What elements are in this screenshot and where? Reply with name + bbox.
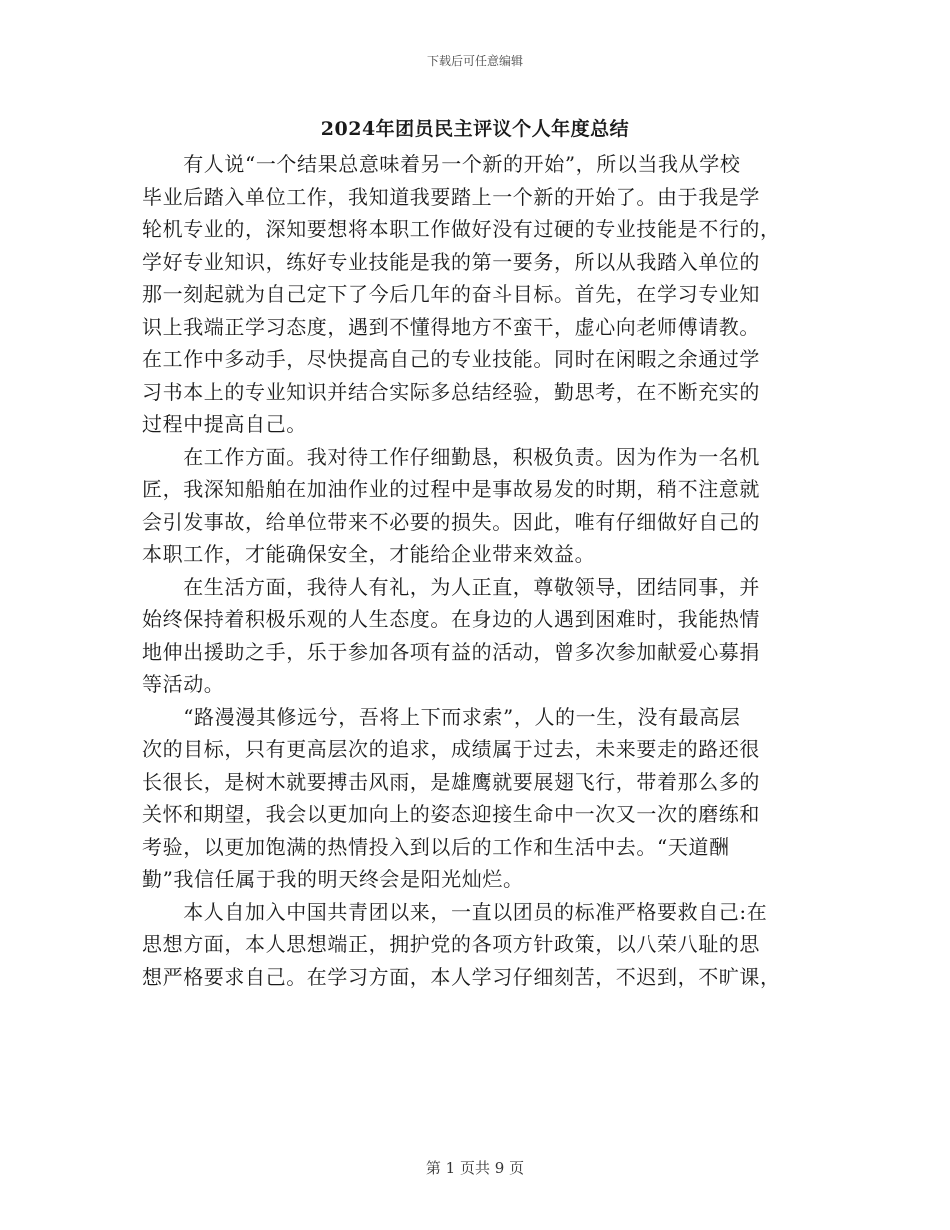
text-line: 考验，以更加饱满的热情投入到以后的工作和生活中去。“天道酬 bbox=[142, 834, 730, 859]
text-line: 毕业后踏入单位工作，我知道我要踏上一个新的开始了。由于我是学 bbox=[142, 184, 760, 209]
text-line: 在工作方面。我对待工作仔细勤恳，积极负责。因为作为一名机 bbox=[142, 444, 760, 469]
paragraph-work bbox=[142, 441, 807, 571]
page-header-note: 下载后可任意编辑 bbox=[426, 54, 523, 68]
text-line: 始终保持着积极乐观的人生态度。在身边的人遇到困难时，我能热情 bbox=[142, 607, 760, 631]
text-line: 会引发事故，给单位带来不必要的损失。因此，唯有仔细做好自己的 bbox=[142, 509, 760, 534]
text-line: 有人说“一个结果总意味着另一个新的开始”，所以当我从学校 bbox=[142, 152, 741, 176]
text-line: 轮机专业的，深知要想将本职工作做好没有过硬的专业技能是不行的， bbox=[142, 217, 781, 241]
text-line: 在工作中多动手，尽快提高自己的专业技能。同时在闲暇之余通过学 bbox=[142, 347, 760, 371]
paragraph-aspiration bbox=[142, 701, 807, 896]
text-line: 过程中提高自己。 bbox=[142, 412, 307, 436]
text-line: 地伸出援助之手，乐于参加各项有益的活动，曾多次参加献爱心募捐 bbox=[142, 639, 760, 664]
text-line: 识上我端正学习态度，遇到不懂得地方不蛮干，虚心向老师傅请教。 bbox=[142, 314, 760, 339]
document-title: 2024年团员民主评议个人年度总结 bbox=[320, 118, 630, 140]
text-line: 习书本上的专业知识并结合实际多总结经验，勤思考，在不断充实的 bbox=[142, 379, 760, 404]
text-line: 在生活方面，我待人有礼，为人正直，尊敬领导，团结同事，并 bbox=[142, 574, 760, 599]
text-line: 匠，我深知船舶在加油作业的过程中是事故易发的时期，稍不注意就 bbox=[142, 477, 760, 501]
text-line: 勤”我信任属于我的明天终会是阳光灿烂。 bbox=[142, 867, 524, 891]
paragraph-intro bbox=[142, 148, 807, 441]
text-line: 本职工作，才能确保安全，才能给企业带来效益。 bbox=[142, 542, 596, 566]
paragraph-league-member bbox=[142, 896, 807, 994]
text-line: 关怀和期望，我会以更加向上的姿态迎接生命中一次又一次的磨练和 bbox=[142, 802, 760, 826]
text-line: “路漫漫其修远兮，吾将上下而求索”，人的一生，没有最高层 bbox=[142, 704, 741, 729]
text-line: 本人自加入中国共青团以来，一直以团员的标准严格要救自己:在 bbox=[142, 899, 768, 924]
text-line: 长很长，是树木就要搏击风雨，是雄鹰就要展翅飞行，带着那么多的 bbox=[142, 769, 760, 794]
text-line: 思想方面，本人思想端正，拥护党的各项方针政策，以八荣八耻的思 bbox=[142, 932, 760, 956]
text-line: 想严格要求自己。在学习方面，本人学习仔细刻苦，不迟到，不旷课， bbox=[142, 964, 781, 989]
text-line: 学好专业知识，练好专业技能是我的第一要务，所以从我踏入单位的 bbox=[142, 249, 760, 274]
page-number: 第 1 页共 9 页 bbox=[425, 1159, 525, 1177]
paragraph-life bbox=[142, 571, 807, 701]
text-line: 等活动。 bbox=[142, 672, 225, 696]
text-line: 那一刻起就为自己定下了今后几年的奋斗目标。首先，在学习专业知 bbox=[142, 282, 760, 306]
document-body bbox=[142, 148, 807, 993]
text-line: 次的目标，只有更高层次的追求，成绩属于过去，未来要走的路还很 bbox=[142, 737, 760, 761]
